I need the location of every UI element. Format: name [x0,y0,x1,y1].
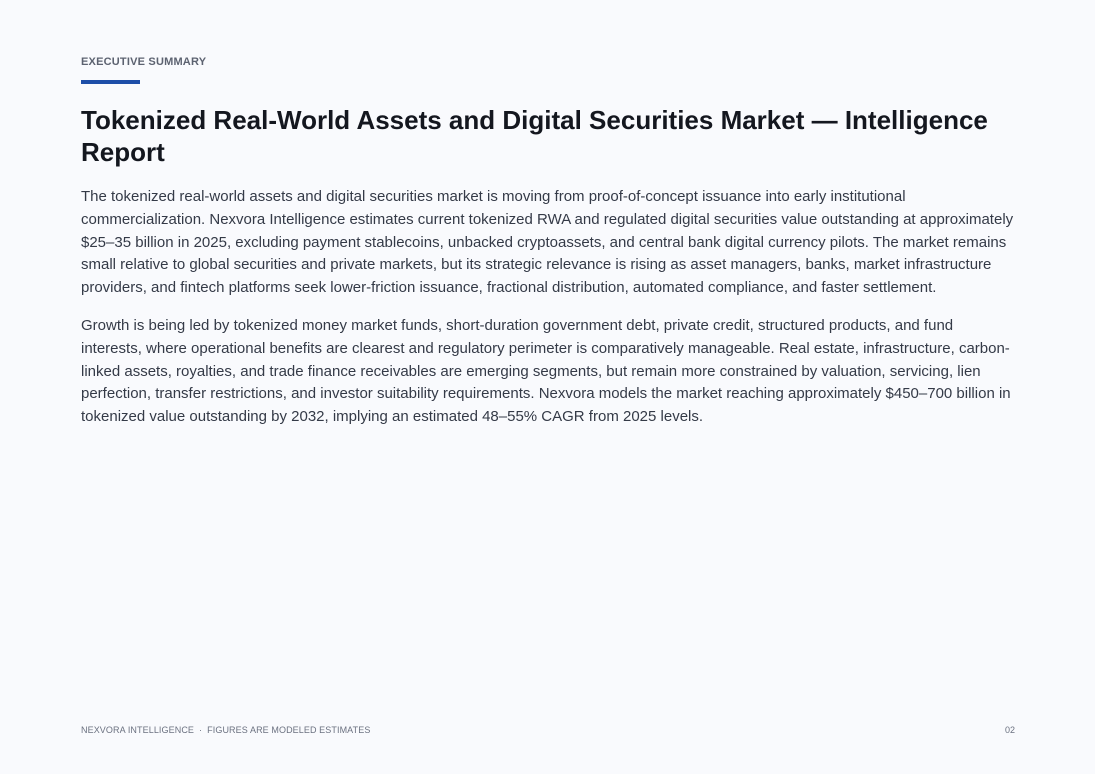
page-number: 02 [1004,725,1015,735]
summary-body [81,186,1015,444]
report-page [81,0,1015,774]
footer-brand: NEXVORA INTELLIGENCE [81,725,195,735]
summary-paragraph-1: The tokenized real-world assets and digital securities market is moving from proof-of-concept issuance into early institutional commercialization. Nexvora Intelligence estimates current tokenized RWA and regulated digital securities value outstanding at approximately $25–35 billion in 2025, excluding payment stablecoins, unbacked cryptoassets, and central bank digital currency pilots. The market remains small relative to global securities and private markets, but its strategic relevance is rising as asset managers, banks, market infrastructure providers, and fintech platforms seek lower-friction issuance, fractional distribution, automated compliance, and faster settlement. [81,188,1014,297]
summary-paragraph-2: Growth is being led by tokenized money market funds, short-duration government debt, private credit, structured products, and fund interests, where operational benefits are clearest and regulatory perimeter is comparatively manageable. Real estate, infrastructure, carbon-linked assets, royalties, and trade finance receivables are emerging segments, but remain more constrained by valuation, servicing, lien perfection, transfer restrictions, and investor suitability requirements. Nexvora models the market reaching approximately $450–700 billion in tokenized value outstanding by 2032, implying an estimated 48–55% CAGR from 2025 levels. [81,316,1011,426]
footer-separator: · [199,725,203,735]
accent-bar [81,80,140,84]
footer-credit [81,725,370,735]
footer-note: FIGURES ARE MODELED ESTIMATES [207,725,371,735]
section-label: EXECUTIVE SUMMARY [81,56,207,68]
page-title: Tokenized Real-World Assets and Digital Securities Market — Intelligence Report [81,105,988,167]
